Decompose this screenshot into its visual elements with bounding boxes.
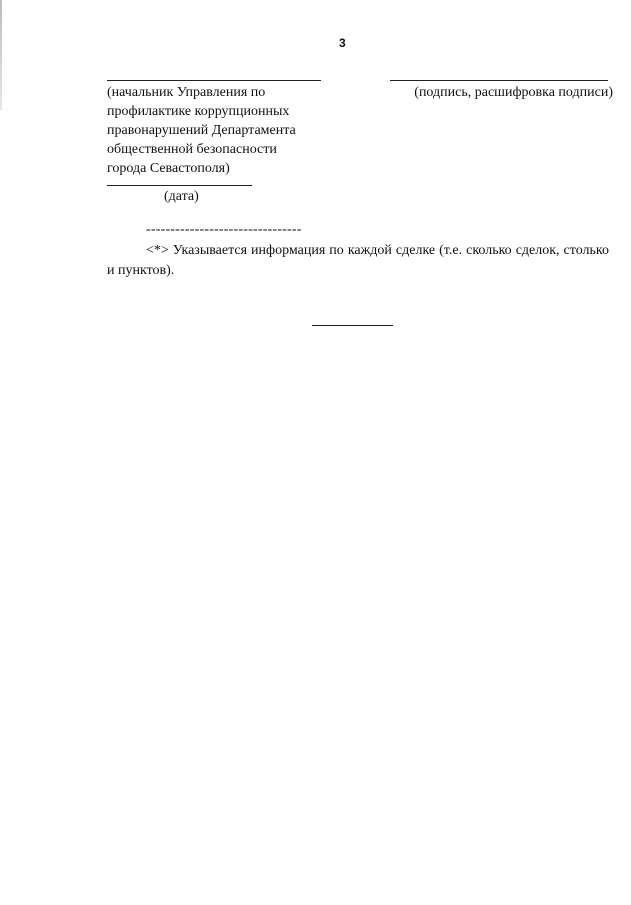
date-caption: (дата)	[164, 189, 199, 204]
scan-edge-shadow	[0, 0, 2, 110]
footnote-text: <*> Указывается информация по каждой сделке (т.е. сколько сделок, столько и пунктов).	[107, 243, 609, 278]
official-position-caption: (начальник Управления по профилактике коррупционных правонарушений Департамента общественной безопасности города Севастополя)	[107, 85, 296, 176]
page-number: 3	[339, 36, 346, 50]
date-line	[107, 185, 252, 186]
document-end-line	[312, 325, 393, 326]
position-signature-line	[107, 80, 321, 81]
signature-line	[390, 80, 608, 81]
footnote-separator: --------------------------------	[146, 222, 302, 237]
signature-caption: (подпись, расшифровка подписи)	[414, 85, 613, 100]
